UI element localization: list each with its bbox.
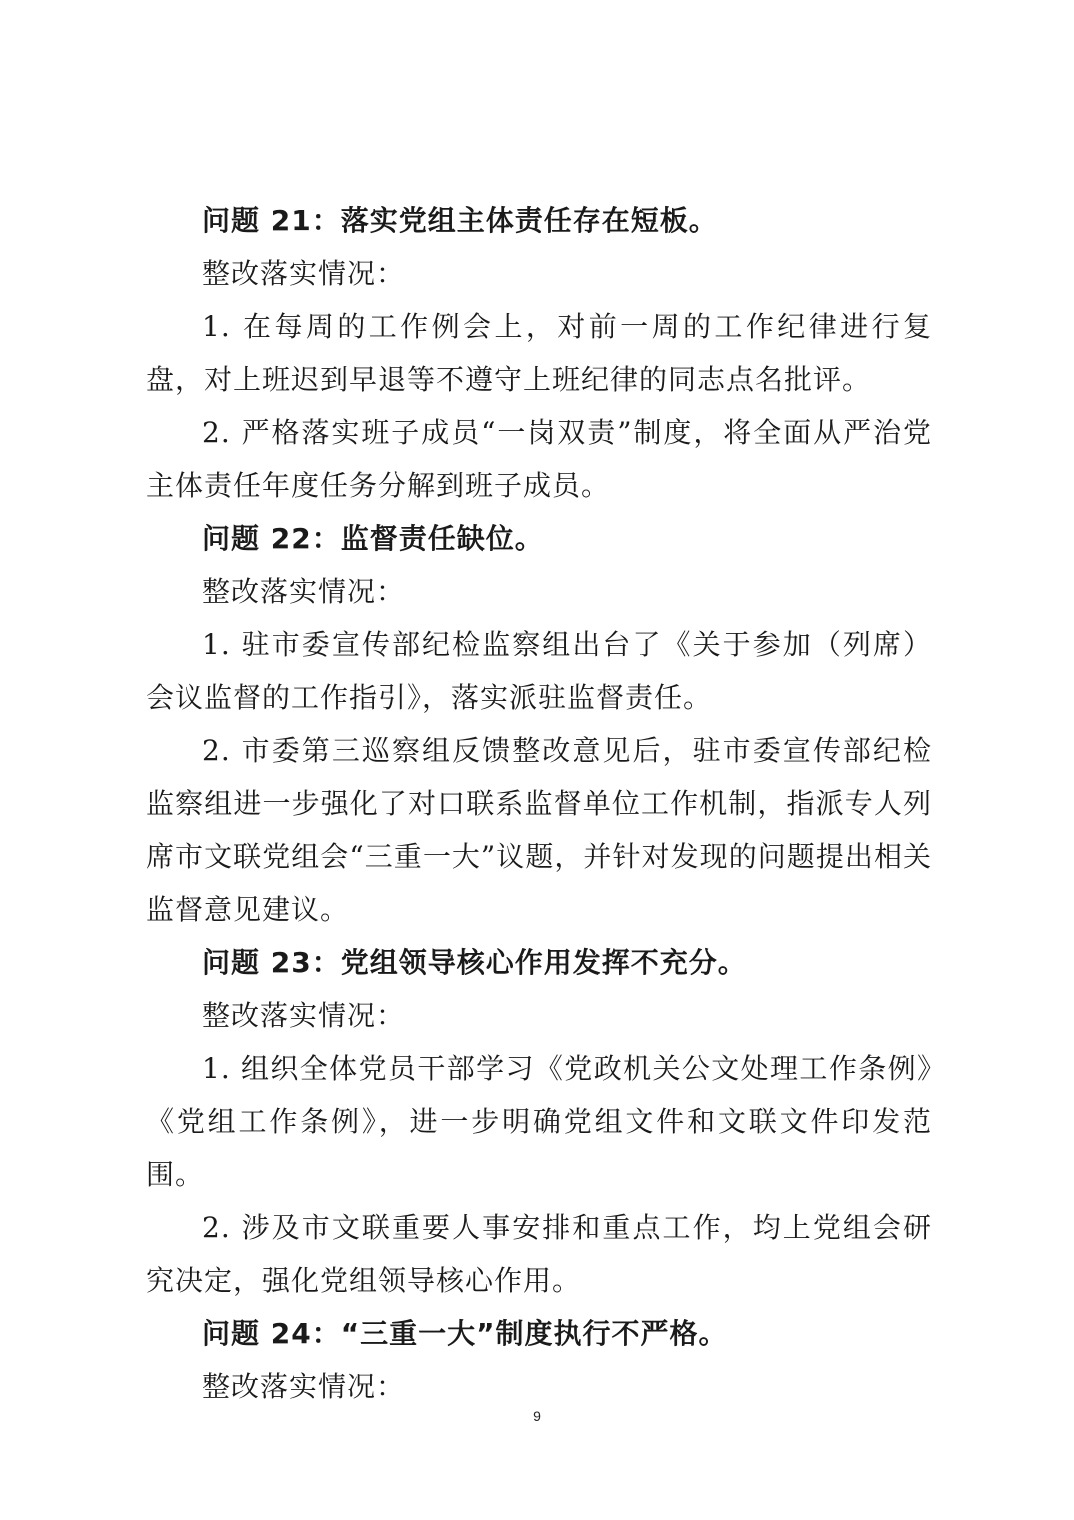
issue-heading: 问题 22：监督责任缺位。 [202, 522, 544, 555]
rectification-item: 1. 在每周的工作例会上，对前一周的工作纪律进行复盘，对上班迟到早退等不遵守上班纪律的同志点名批评。 [146, 310, 932, 396]
document-body [146, 194, 932, 1413]
issue-heading: 问题 24：“三重一大”制度执行不严格。 [202, 1317, 728, 1350]
issue-heading: 问题 21：落实党组主体责任存在短板。 [202, 204, 718, 237]
rectification-label: 整改落实情况： [202, 257, 406, 290]
rectification-item: 2. 涉及市文联重要人事安排和重点工作，均上党组会研究决定，强化党组领导核心作用。 [146, 1211, 932, 1297]
rectification-label: 整改落实情况： [202, 1370, 406, 1403]
rectification-item: 1. 驻市委宣传部纪检监察组出台了《关于参加（列席）会议监督的工作指引》，落实派驻监督责任。 [146, 628, 932, 714]
page-number: 9 [533, 1408, 541, 1424]
rectification-item: 1. 组织全体党员干部学习《党政机关公文处理工作条例》《党组工作条例》，进一步明确党组文件和文联文件印发范围。 [146, 1052, 932, 1191]
rectification-label: 整改落实情况： [202, 999, 406, 1032]
rectification-item: 2. 严格落实班子成员“一岗双责”制度，将全面从严治党主体责任年度任务分解到班子成员。 [146, 416, 932, 502]
rectification-item: 2. 市委第三巡察组反馈整改意见后，驻市委宣传部纪检监察组进一步强化了对口联系监督单位工作机制，指派专人列席市文联党组会“三重一大”议题，并针对发现的问题提出相关监督意见建议。 [146, 734, 932, 926]
issue-heading: 问题 23：党组领导核心作用发挥不充分。 [202, 946, 747, 979]
rectification-label: 整改落实情况： [202, 575, 406, 608]
